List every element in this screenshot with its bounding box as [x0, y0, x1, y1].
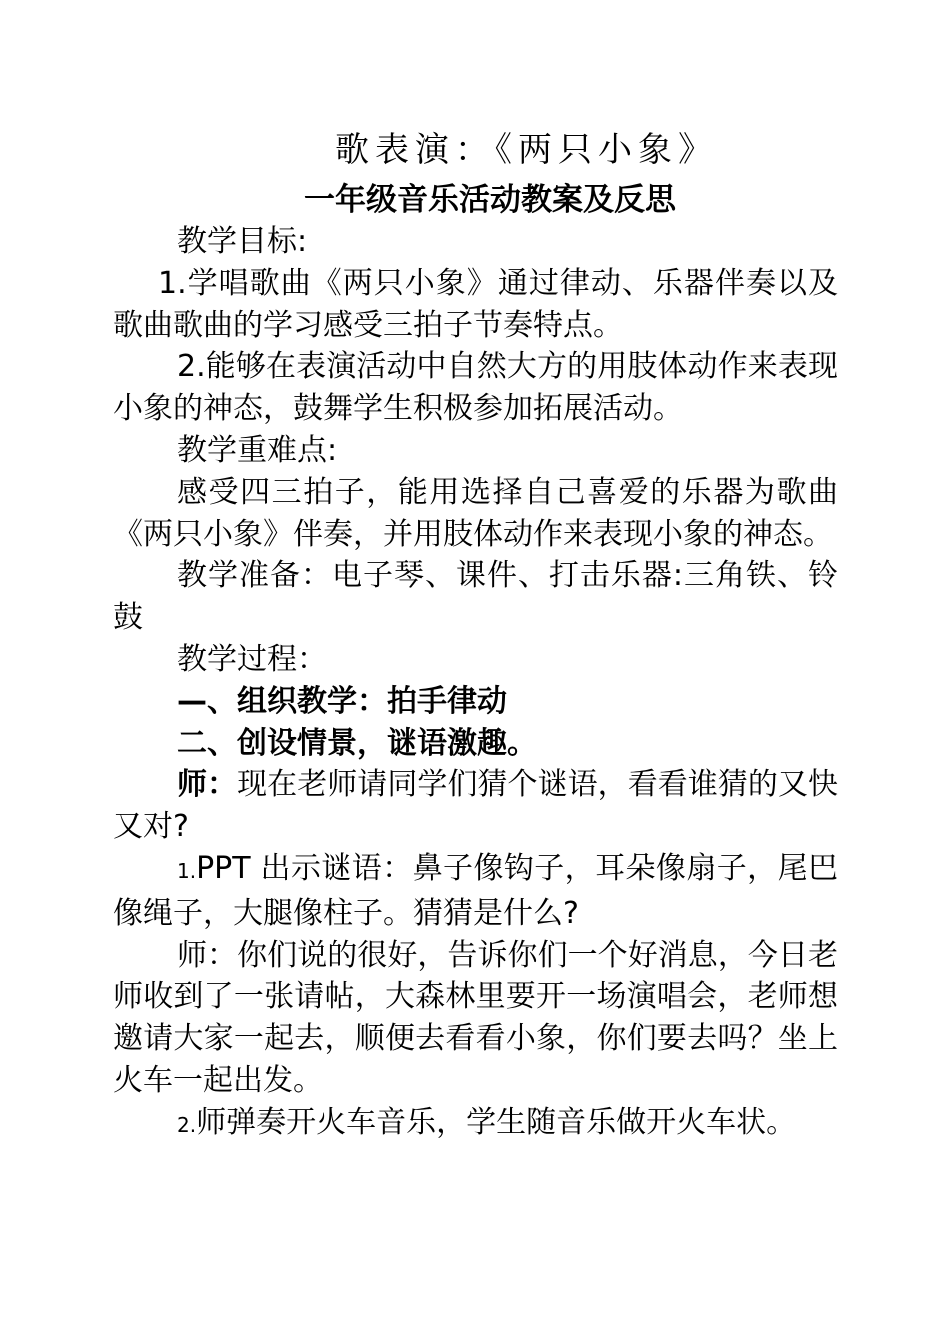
objectives-heading: 教学目标:: [177, 224, 308, 259]
process-heading: 教学过程：: [177, 641, 327, 677]
document-body: [113, 221, 838, 1147]
teacher-paragraph-1: [113, 764, 838, 848]
objective-2: 2.能够在表演活动中自然大方的用肢体动作来表现小象的神态，鼓舞学生积极参加拓展活动。: [113, 349, 838, 427]
key-points-heading: 教学重难点:: [177, 432, 338, 468]
teacher-paragraph-2: 师：你们说的很好，告诉你们一个好消息，今日老师收到了一张请帖，大森林里要开一场演唱会，老师想邀请大家一起去，顺便去看看小象，你们要去吗？坐上火车一起出发。: [113, 937, 838, 1098]
document-title: 歌表演：《两只小象》: [335, 130, 718, 170]
riddle-text: PPT 出示谜语：鼻子像钩子，耳朵像扇子，尾巴像绳子，大腿像柱子。猜猜是什么?: [113, 850, 838, 931]
step-2-heading: 二、创设情景，谜语激趣。: [177, 725, 537, 761]
riddle-paragraph: [113, 848, 838, 935]
key-points-text: 感受四三拍子，能用选择自己喜爱的乐器为歌曲《两只小象》伴奏，并用肢体动作来表现小象的神态。: [113, 474, 838, 552]
riddle-number: 1.: [177, 858, 197, 883]
document-subtitle: 一年级音乐活动教案及反思: [304, 182, 676, 218]
objective-1: 1.学唱歌曲《两只小象》通过律动、乐器伴奏以及歌曲歌曲的学习感受三拍子节奏特点。: [113, 265, 838, 343]
teacher-text-1: 现在老师请同学们猜个谜语，看看谁猜的又快又对?: [113, 767, 839, 845]
step-1-heading: —、组织教学：拍手律动: [177, 683, 507, 719]
train-text: 师弹奏开火车音乐，学生随音乐做开火车状。: [196, 1104, 797, 1140]
preparation-text: 教学准备：电子琴、课件、打击乐器:三角铁、铃鼓: [113, 558, 838, 636]
train-paragraph: [113, 1102, 838, 1147]
teacher-label: 师：: [177, 767, 238, 803]
train-number: 2.: [177, 1112, 197, 1137]
